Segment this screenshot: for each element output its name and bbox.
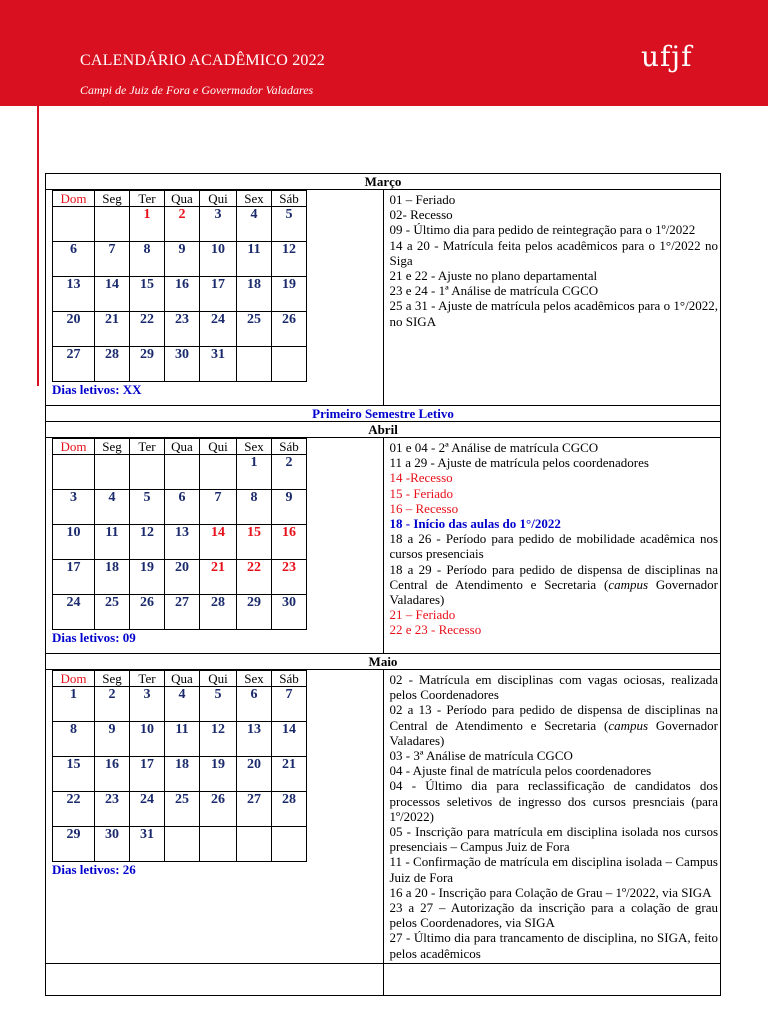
weekday-label: Sáb [272,191,307,207]
events-marco [383,190,721,406]
event-item: 16 – Recesso [389,500,459,516]
calendar-day: 29 [237,595,272,630]
decorative-red-line [37,106,39,386]
event-item: 18 - Início das aulas do 1°/2022 [389,516,561,532]
calendar-day: 21 [200,560,237,595]
calendar-day: 26 [272,312,307,347]
calendar-empty-day [237,827,272,862]
calendar-day: 21 [272,757,307,792]
calendar-day: 19 [200,757,237,792]
calendar-day: 17 [130,757,165,792]
calendar-day: 20 [237,757,272,792]
calendar-empty-day [95,207,130,242]
calendar-day: 24 [200,312,237,347]
calendar-day: 16 [95,757,130,792]
calendar-day: 18 [237,277,272,312]
calendar-day: 20 [53,312,95,347]
weekday-label: Seg [95,439,130,455]
calendar-empty-day [200,455,237,490]
calendar-day: 27 [53,347,95,382]
calendar-day: 23 [165,312,200,347]
weekday-label: Sáb [272,439,307,455]
semester-header: Primeiro Semestre Letivo [46,406,721,422]
event-item: 02 a 13 - Período para pedido de dispensa de disciplinas na Central de Atendimento e Secretaria (campus Governador Valadares) [389,702,718,748]
calendar-day: 3 [53,490,95,525]
calendar-empty-day [200,827,237,862]
calendar-day: 20 [165,560,200,595]
calendar-empty-day [53,207,95,242]
calendar-day: 22 [130,312,165,347]
month-header-maio: Maio [46,654,721,670]
calendar-day: 10 [200,242,237,277]
calendar-day: 24 [53,595,95,630]
event-item: 04 - Último dia para reclassificação de candidatos dos processos seletivos de ingresso dos cursos presnciais (para 1º/2022) [389,778,718,824]
calendar-day: 16 [165,277,200,312]
weekday-label: Dom [53,671,95,687]
calendar-day: 31 [200,347,237,382]
calendar-day: 9 [272,490,307,525]
event-item: 01 e 04 - 2ª Análise de matrícula CGCO [389,440,599,455]
calendar-day: 2 [95,687,130,722]
calendar-day: 19 [130,560,165,595]
weekday-label: Ter [130,439,165,455]
weekday-label: Qui [200,439,237,455]
calendar-day: 27 [165,595,200,630]
event-item: 11 - Confirmação de matrícula em disciplina isolada – Campus Juiz de Fora [389,854,718,885]
event-item: 21 – Feriado [389,607,456,623]
event-item: 16 a 20 - Inscrição para Colação de Grau – 1º/2022, via SIGA [389,884,712,900]
event-item: 14 a 20 - Matrícula feita pelos acadêmicos para o 1°/2022 no Siga [389,237,718,268]
event-item: 27 - Último dia para trancamento de disciplina, no SIGA, feito pelos acadêmicos [389,930,718,961]
calendar-day: 10 [130,722,165,757]
calendar-day: 25 [95,595,130,630]
calendar-day: 17 [200,277,237,312]
calendar-day: 8 [237,490,272,525]
weekday-label: Sex [237,191,272,207]
calendar-empty-day [165,455,200,490]
calendar-day: 22 [53,792,95,827]
weekday-label: Sáb [272,671,307,687]
calendar-day: 17 [53,560,95,595]
event-item: 22 e 23 - Recesso [389,622,482,638]
calendar-day: 12 [130,525,165,560]
page-title: CALENDÁRIO ACADÊMICO 2022 [80,52,325,69]
month-grid [52,670,307,862]
page-header [0,0,768,106]
weekday-label: Qua [165,671,200,687]
empty-cell-left [46,963,384,995]
calendar-day: 26 [130,595,165,630]
weekday-label: Seg [95,671,130,687]
dias-letivos: Dias letivos: XX [52,382,142,397]
event-item: 04 - Ajuste final de matrícula pelos coordenadores [389,763,652,779]
dias-letivos: Dias letivos: 09 [52,630,136,645]
calendar-day: 10 [53,525,95,560]
calendar-day: 9 [165,242,200,277]
calendar-day: 1 [237,455,272,490]
events-maio [383,670,721,964]
calendar-day: 9 [95,722,130,757]
calendar-day: 14 [200,525,237,560]
event-item: 15 - Feriado [389,485,454,501]
calendar-day: 26 [200,792,237,827]
calendar-day: 5 [130,490,165,525]
calendar-day: 23 [95,792,130,827]
weekday-label: Qui [200,191,237,207]
event-item: 21 e 22 - Ajuste no plano departamental [389,268,598,284]
calendar-day: 4 [237,207,272,242]
calendar-day: 4 [165,687,200,722]
weekday-label: Qua [165,191,200,207]
event-item: 01 – Feriado [389,192,456,207]
weekday-label: Sex [237,439,272,455]
calendar-day: 15 [53,757,95,792]
event-item: 23 a 27 – Autorização da inscrição para a colação de grau pelos Coordenadores, via SIGA [389,900,718,931]
events-abril [383,438,721,654]
calendar-day: 4 [95,490,130,525]
page-subtitle: Campi de Juiz de Fora e Govermador Valadares [80,83,314,97]
calendar-day: 13 [165,525,200,560]
calendar-day: 3 [200,207,237,242]
month-header-abril: Abril [46,422,721,438]
calendar-day: 11 [95,525,130,560]
weekday-label: Ter [130,671,165,687]
calendar-day: 30 [95,827,130,862]
calendar-day: 25 [237,312,272,347]
calendar-empty-day [130,455,165,490]
calendar-day: 6 [165,490,200,525]
calendar-empty-day [95,455,130,490]
event-item: 03 - 3ª Análise de matrícula CGCO [389,748,573,764]
calendar-day: 3 [130,687,165,722]
calendar-day: 13 [237,722,272,757]
calendar-day: 14 [272,722,307,757]
calendar-day: 18 [95,560,130,595]
calendar-day: 1 [53,687,95,722]
calendar-day: 21 [95,312,130,347]
event-item: 18 a 29 - Período para pedido de dispensa de disciplinas na Central de Atendimento e Secretaria (campus Governador Valadares) [389,561,718,608]
weekday-label: Sex [237,671,272,687]
ufjf-logo: ufjf [641,40,693,73]
weekday-label: Seg [95,191,130,207]
calendar-day: 11 [165,722,200,757]
calendar-day: 1 [130,207,165,242]
calendar-day: 30 [165,347,200,382]
event-item: 11 a 29 - Ajuste de matrícula pelos coordenadores [389,455,649,471]
event-item: 09 - Último dia para pedido de reintegração para o 1º/2022 [389,222,696,238]
calendar-day: 24 [130,792,165,827]
dias-letivos: Dias letivos: 26 [52,862,136,877]
event-item: 23 e 24 - 1ª Análise de matrícula CGCO [389,283,599,299]
calendar-day: 6 [53,242,95,277]
event-item: 05 - Inscrição para matrícula em disciplina isolada nos cursos presenciais – Campus Juiz de Fora [389,824,718,855]
calendar-day: 30 [272,595,307,630]
calendar-day: 27 [237,792,272,827]
calendar-day: 7 [200,490,237,525]
event-item: 02 - Matrícula em disciplinas com vagas ociosas, realizada pelos Coordenadores [389,672,718,703]
weekday-label: Dom [53,191,95,207]
calendar-day: 5 [272,207,307,242]
calendar-abril [46,438,384,654]
calendar-day: 13 [53,277,95,312]
calendar-day: 28 [272,792,307,827]
calendar-day: 25 [165,792,200,827]
calendar-day: 8 [53,722,95,757]
calendar-day: 29 [130,347,165,382]
calendar-day: 2 [272,455,307,490]
calendar-day: 7 [95,242,130,277]
calendar-day: 12 [272,242,307,277]
calendar-empty-day [272,347,307,382]
calendar-day: 18 [165,757,200,792]
calendar-day: 5 [200,687,237,722]
calendar-empty-day [53,455,95,490]
calendar-day: 6 [237,687,272,722]
weekday-label: Ter [130,191,165,207]
event-item: 02- Recesso [389,207,453,223]
calendar-day: 28 [200,595,237,630]
calendar-day: 15 [130,277,165,312]
calendar-day: 8 [130,242,165,277]
calendar-day: 2 [165,207,200,242]
calendar-empty-day [272,827,307,862]
month-grid [52,438,307,630]
calendar-day: 12 [200,722,237,757]
month-header-marco: Março [46,174,721,190]
calendar-marco [46,190,384,406]
calendar-day: 29 [53,827,95,862]
calendar-day: 28 [95,347,130,382]
event-item: 25 a 31 - Ajuste de matrícula pelos acadêmicos para o 1°/2022, no SIGA [389,298,718,329]
calendar-day: 31 [130,827,165,862]
calendar-day: 7 [272,687,307,722]
calendar-day: 23 [272,560,307,595]
calendar-day: 15 [237,525,272,560]
calendar-empty-day [165,827,200,862]
weekday-label: Dom [53,439,95,455]
weekday-label: Qui [200,671,237,687]
event-item: 14 -Recesso [389,470,453,486]
weekday-label: Qua [165,439,200,455]
calendar-day: 19 [272,277,307,312]
calendar-day: 11 [237,242,272,277]
calendar-table [45,173,721,996]
calendar-day: 14 [95,277,130,312]
calendar-maio [46,670,384,964]
calendar-day: 16 [272,525,307,560]
month-grid [52,190,307,382]
empty-cell-right [383,963,721,995]
event-item: 18 a 26 - Período para pedido de mobilidade acadêmica nos cursos presenciais [389,531,718,562]
calendar-day: 22 [237,560,272,595]
calendar-empty-day [237,347,272,382]
